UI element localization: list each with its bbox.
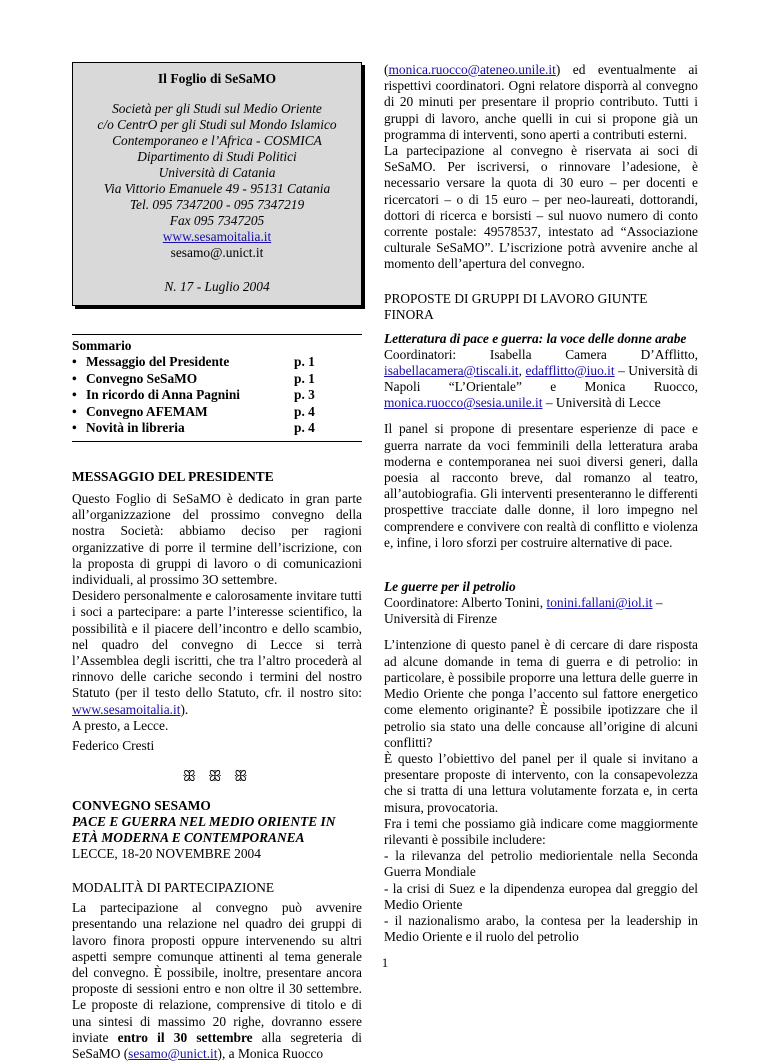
toc-item-label: Messaggio del Presidente [86, 354, 230, 369]
president-paragraph: Desidero personalmente e calorosamente invitare tutti i soci a partecipare: a parte l’interesse scientifico, la possibilità e il piacere dell’incontro e dello scambio, nel quadro del convegno di Lecce si terrà l’Assemblea degli iscritti, che tra l’altro procederà al rinnovo delle cariche secondo i termini del nostro Statuto (per il testo dello Statuto, cfr. il nostro sito: www.sesamoitalia.it). [72, 588, 362, 717]
masthead-line: Società per gli Studi sul Medio Oriente [112, 101, 322, 116]
president-signature: Federico Cresti [72, 738, 155, 754]
president-heading: MESSAGGIO DEL PRESIDENTE [72, 468, 274, 484]
toc-item-label: Novità in libreria [86, 420, 185, 436]
masthead-line: Fax 095 7347205 [169, 213, 265, 228]
convegno-place-date: LECCE, 18-20 NOVEMBRE 2004 [72, 846, 261, 862]
toc-item-page: p. 4 [294, 420, 315, 436]
topic-item: - la crisi di Suez e la dipendenza europea dal greggio del Medio Oriente [384, 880, 698, 912]
website-link[interactable]: www.sesamoitalia.it [162, 229, 272, 244]
modalita-continued: (monica.ruocco@ateneo.unile.it) ed eventualmente ai rispettivi coordinatori. Ogni relatore disporrà al convegno di 20 minuti per presentare il proprio contributo. Tutti i gruppi di lavoro, anche quelli in cui si propone già un programma di interventi, sono aperti a contributi esterni. [384, 62, 698, 142]
masthead-line: c/o CentrO per gli Studi sul Mondo Islamico [97, 117, 337, 132]
toc-item-page: p. 1 [294, 354, 315, 369]
toc-item[interactable]: • Convegno SeSaMO p. 1 [72, 371, 362, 388]
convegno-heading: CONVEGNO SESAMO [72, 798, 211, 814]
panel-title: Le guerre per il petrolio [384, 579, 516, 595]
panel-title: Letteratura di pace e guerra: la voce delle donne arabe [384, 330, 687, 346]
topic-item: - il nazionalismo arabo, la contesa per la leadership in Medio Oriente e il ruolo del petrolio [384, 912, 698, 945]
tonini-email-link[interactable]: tonini.fallani@iol.it [546, 595, 653, 611]
president-paragraph: Questo Foglio di SeSaMO è dedicato in gran parte all’organizzazione del prossimo convegno della nostra Società: abbiamo deciso per ragioni organizzative di porre il termine dell’iscrizione, con la proposta di gruppi di lavoro o di comunicazioni individuali, al prossimo 3O settembre. [72, 490, 362, 587]
toc-item-page: p. 3 [294, 387, 315, 403]
president-closing: A presto, a Lecce. [72, 717, 169, 733]
modalita-paragraph: La partecipazione al convegno può avvenire presentando una relazione nel quadro dei gruppi di lavoro finora proposti oppure intervenendo su altri aspetti sempre comunque attinenti al tema generale del convegno. È possibile, inoltre, presentare ancora proposte di sessioni entro e non oltre il 30 settembre. Le proposte di relazione, comprensive di titolo e di una sintesi di massimo 20 righe, dovranno essere inviate entro il 30 settembre alla segreteria di SeSaMO (sesamo@unict.it), a Monica Ruocco [72, 900, 362, 1062]
panel-description: Il panel si propone di presentare esperienze di pace e guerra narrate da voci femminili della letteratura araba moderna e contemporanea nei suoi diversi generi, dalla poesia al racconto breve, dal romanzo al teatro, all’autobiografia. Gli interventi presenteranno le differenti prospettive tracciate dalle donne, il loro impegno nel comprendere e convivere con realtà di conflitto e violenza e, infine, i loro sforzi per costruire alternative di pace. [384, 421, 698, 550]
topic-item: - la rilevanza del petrolio mediorientale nella Seconda Guerra Mondiale [384, 848, 698, 880]
issue-number: N. 17 - Luglio 2004 [164, 279, 270, 294]
masthead-line: Tel. 095 7347200 - 095 7347219 [129, 197, 305, 212]
toc-item-page: p. 1 [294, 370, 315, 386]
toc-item[interactable]: • Messaggio del Presidente p. 1 [72, 354, 362, 371]
camera-email-link[interactable]: isabellacamera@tiscali.it [384, 362, 519, 378]
panel-description: Fra i temi che possiamo già indicare come maggiormente rilevanti è possibile includere: [384, 815, 698, 847]
ruocco-sesia-email-link[interactable]: monica.ruocco@sesia.unile.it [384, 395, 543, 411]
edafflitto-email-link[interactable]: edafflitto@iuo.it [525, 362, 615, 378]
toc-item-page: p. 4 [294, 403, 315, 419]
toc-item-label: Convegno AFEMAM [86, 403, 208, 419]
masthead-box [72, 62, 362, 306]
toc-heading: Sommario [72, 338, 132, 353]
membership-paragraph: La partecipazione al convegno è riservata ai soci di SeSaMO. Per iscriversi, o rinnovare l’adesione, è necessario versare la quota di 30 euro – per docenti e ricercatori – o di 15 euro – per neo-laureati, dottorandi, dottori di ricerca e borsisti – sul nuovo numero di conto corrente postale: 49578537, intestato ad “Associazione culturale SeSaMO”. L’iscrizione potrà avvenire anche al momento dell’apertura del convegno. [384, 143, 698, 272]
page-number: 1 [381, 956, 389, 970]
masthead-line: Dipartimento di Studi Politici [137, 149, 297, 164]
panel-description: È questo l’obiettivo del panel per il quale si invitano a presentare proposte di intervento, con la consapevolezza che si tratta di una lettura volutamente forzata e, in certa misura, provocatoria. [384, 750, 698, 815]
modalita-heading: MODALITÀ DI PARTECIPAZIONE [72, 880, 275, 896]
ruocco-email-link[interactable]: monica.ruocco@ateneo.unile.it [388, 62, 556, 77]
statute-link[interactable]: www.sesamoitalia.it [72, 701, 181, 717]
panel-coordinators: Coordinatore: Alberto Tonini, tonini.fallani@iol.it – Università di Firenze [384, 595, 663, 627]
masthead-line: Contemporaneo e l’Africa - COSMICA [112, 133, 322, 148]
convegno-title: PACE E GUERRA NEL MEDIO ORIENTE IN ETÀ MODERNA E CONTEMPORANEA [72, 814, 336, 846]
right-column [384, 62, 698, 945]
toc-item[interactable]: • Convegno AFEMAM p. 4 [72, 404, 362, 421]
masthead-line: Via Vittorio Emanuele 49 - 95131 Catania [103, 181, 331, 196]
toc-item-label: Convegno SeSaMO [86, 370, 198, 386]
table-of-contents [72, 334, 362, 442]
toc-item[interactable]: • In ricordo di Anna Pagnini p. 3 [72, 387, 362, 404]
toc-item-label: In ricordo di Anna Pagnini [86, 387, 241, 403]
groups-heading: PROPOSTE DI GRUPPI DI LAVORO GIUNTE FINORA [384, 290, 648, 322]
toc-item[interactable]: • Novità in libreria p. 4 [72, 420, 362, 437]
masthead-line: Università di Catania [158, 165, 276, 180]
panel-description: L’intenzione di questo panel è di cercare di dare risposta ad alcune domande in tema di guerra e di petrolio: in particolare, è possibile proporre una lettura delle guerre in Medio Oriente che ponga l’accento sul fattore energetico come elemento originante? È possibile ipotizzare che il petrolio sia stato una delle concause all’origine di alcuni conflitti? [384, 637, 698, 750]
panel-coordinators: Coordinatori: Isabella Camera D’Afflitto, isabellacamera@tiscali.it, edafflitto@iuo.it – Università di Napoli “L’Orientale” e Monica Ruocco, monica.ruocco@sesia.unile.it – Università di Lecce [384, 346, 698, 411]
left-column [72, 62, 362, 1062]
ornament-divider: ꕥ ꕥ ꕥ [182, 769, 252, 786]
masthead-email: sesamo@.unict.it [170, 245, 264, 260]
sesamo-email-link[interactable]: sesamo@unict.it [128, 1046, 218, 1062]
newsletter-title: Il Foglio di SeSaMO [157, 71, 277, 86]
